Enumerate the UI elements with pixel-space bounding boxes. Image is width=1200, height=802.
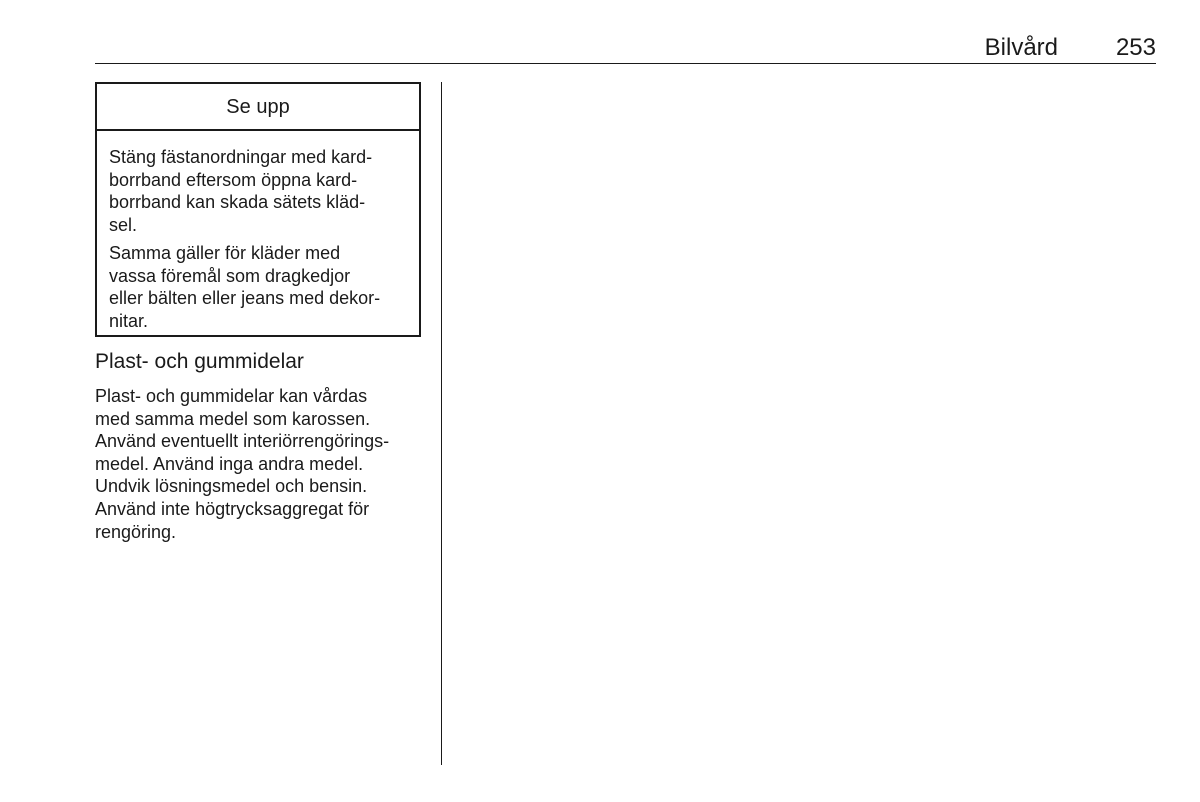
caution-box [95,82,421,337]
text-line: Stäng fästanordningar med kard- [109,147,373,167]
header-rule [95,63,1156,64]
text-line: vassa föremål som dragkedjor [109,265,351,286]
text-line: rengöring. [95,521,177,542]
caution-paragraph [109,146,407,236]
text-line: medel. Använd inga andra medel. [95,453,364,474]
chapter-title: Bilvård [984,34,1058,61]
section-heading: Plast- och gummidelar [95,350,304,373]
column-divider [441,82,442,765]
text-line: Använd inte högtrycksaggregat för [95,498,370,519]
section-body [95,385,440,543]
text-line: nitar. [109,310,149,331]
text-line: sel. [109,214,138,235]
text-line: borrband kan skada sätets kläd- [109,192,366,212]
caution-paragraph [109,242,407,332]
caution-body [97,131,419,332]
text-line: Undvik lösningsmedel och bensin. [95,476,368,497]
text-line: eller bälten eller jeans med dekor- [109,288,381,308]
text-line: Samma gäller för kläder med [109,243,341,263]
caution-title: Se upp [97,84,419,131]
page-number: 253 [1115,34,1156,61]
text-line: Använd eventuellt interiörrengörings- [95,431,390,452]
text-line: borrband eftersom öppna kard- [109,169,358,190]
text-line: med samma medel som karossen. [95,408,371,429]
text-line: Plast- och gummidelar kan vårdas [95,386,368,406]
